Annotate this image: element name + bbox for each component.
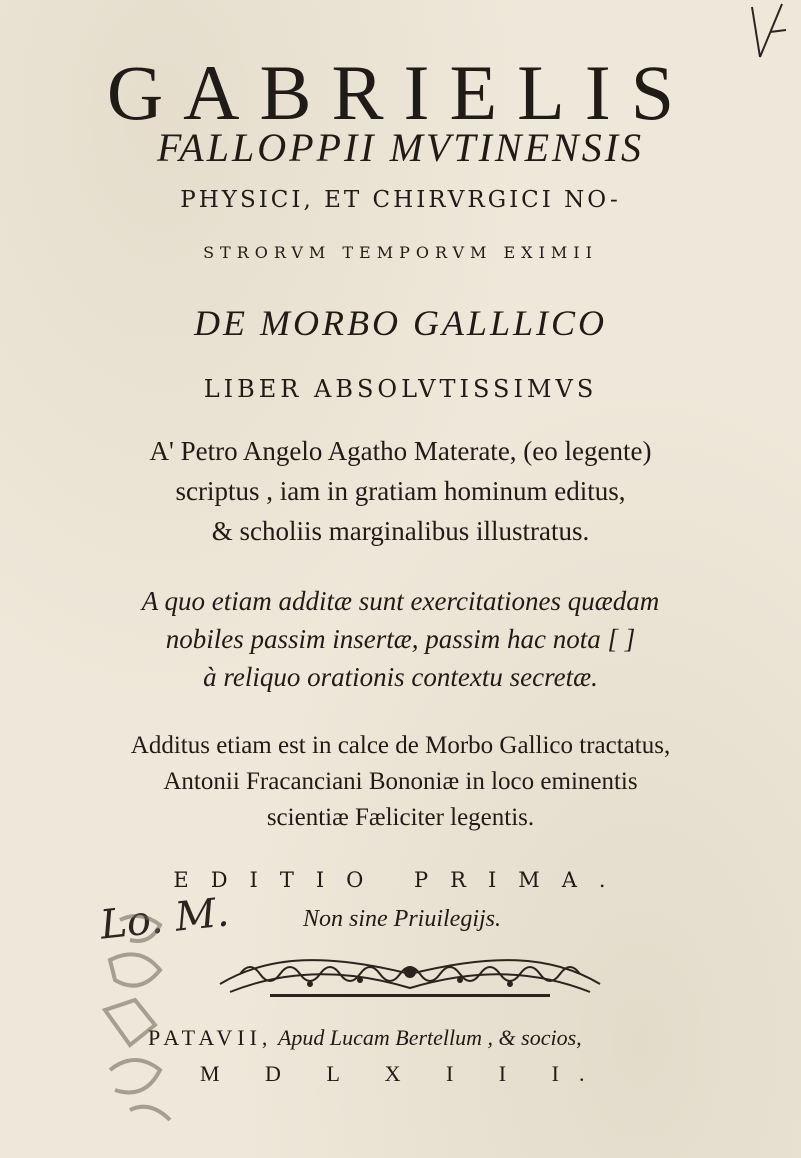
description-line-1: PHYSICI, ET CHIRVRGICI NO-	[180, 187, 621, 213]
scribe-line-3: & scholiis marginalibus illustratus.	[211, 516, 590, 546]
handwritten-signature: Lo. M.	[97, 889, 232, 949]
imprint-place: PATAVII,	[148, 1025, 273, 1050]
printer-ornament	[210, 944, 610, 1006]
scribe-line-2: scriptus , iam in gratiam hominum editus,	[175, 476, 626, 506]
author-name: GABRIELIS	[106, 49, 695, 136]
additus-line-2: Antonii Fracanciani Bononiæ in loco eminentis	[163, 768, 638, 795]
privilege-line: Non sine Priuilegijs.	[303, 906, 501, 932]
quo-line-2: nobiles passim insertæ, passim hac nota [ ]	[165, 624, 636, 654]
work-title: DE MORBO GALLLICO	[193, 303, 607, 343]
quo-line-3: à reliquo orationis contextu secretæ.	[203, 662, 598, 692]
description-line-2: STRORVM TEMPORVM EXIMII	[203, 243, 598, 262]
liber-line: LIBER ABSOLVTISSIMVS	[203, 375, 598, 403]
library-stamp	[90, 900, 220, 1140]
editio-line: EDITIO PRIMA.	[173, 868, 628, 892]
imprint-line	[148, 1025, 582, 1051]
imprint-printer: Apud Lucam Bertellum , & socios,	[277, 1025, 582, 1050]
manuscript-mark	[742, 2, 790, 62]
quo-line-1: A quo etiam additæ sunt exercitationes quædam	[141, 586, 660, 616]
scribe-line-1: A' Petro Angelo Agatho Materate, (eo legente)	[149, 436, 652, 466]
additus-line-1: Additus etiam est in calce de Morbo Gallico tractatus,	[130, 732, 671, 759]
imprint-date: M D L X I I I.	[200, 1061, 605, 1086]
additus-line-3: scientiæ Fæliciter legentis.	[266, 804, 535, 831]
author-family: FALLOPPII MVTINENSIS	[156, 125, 645, 170]
